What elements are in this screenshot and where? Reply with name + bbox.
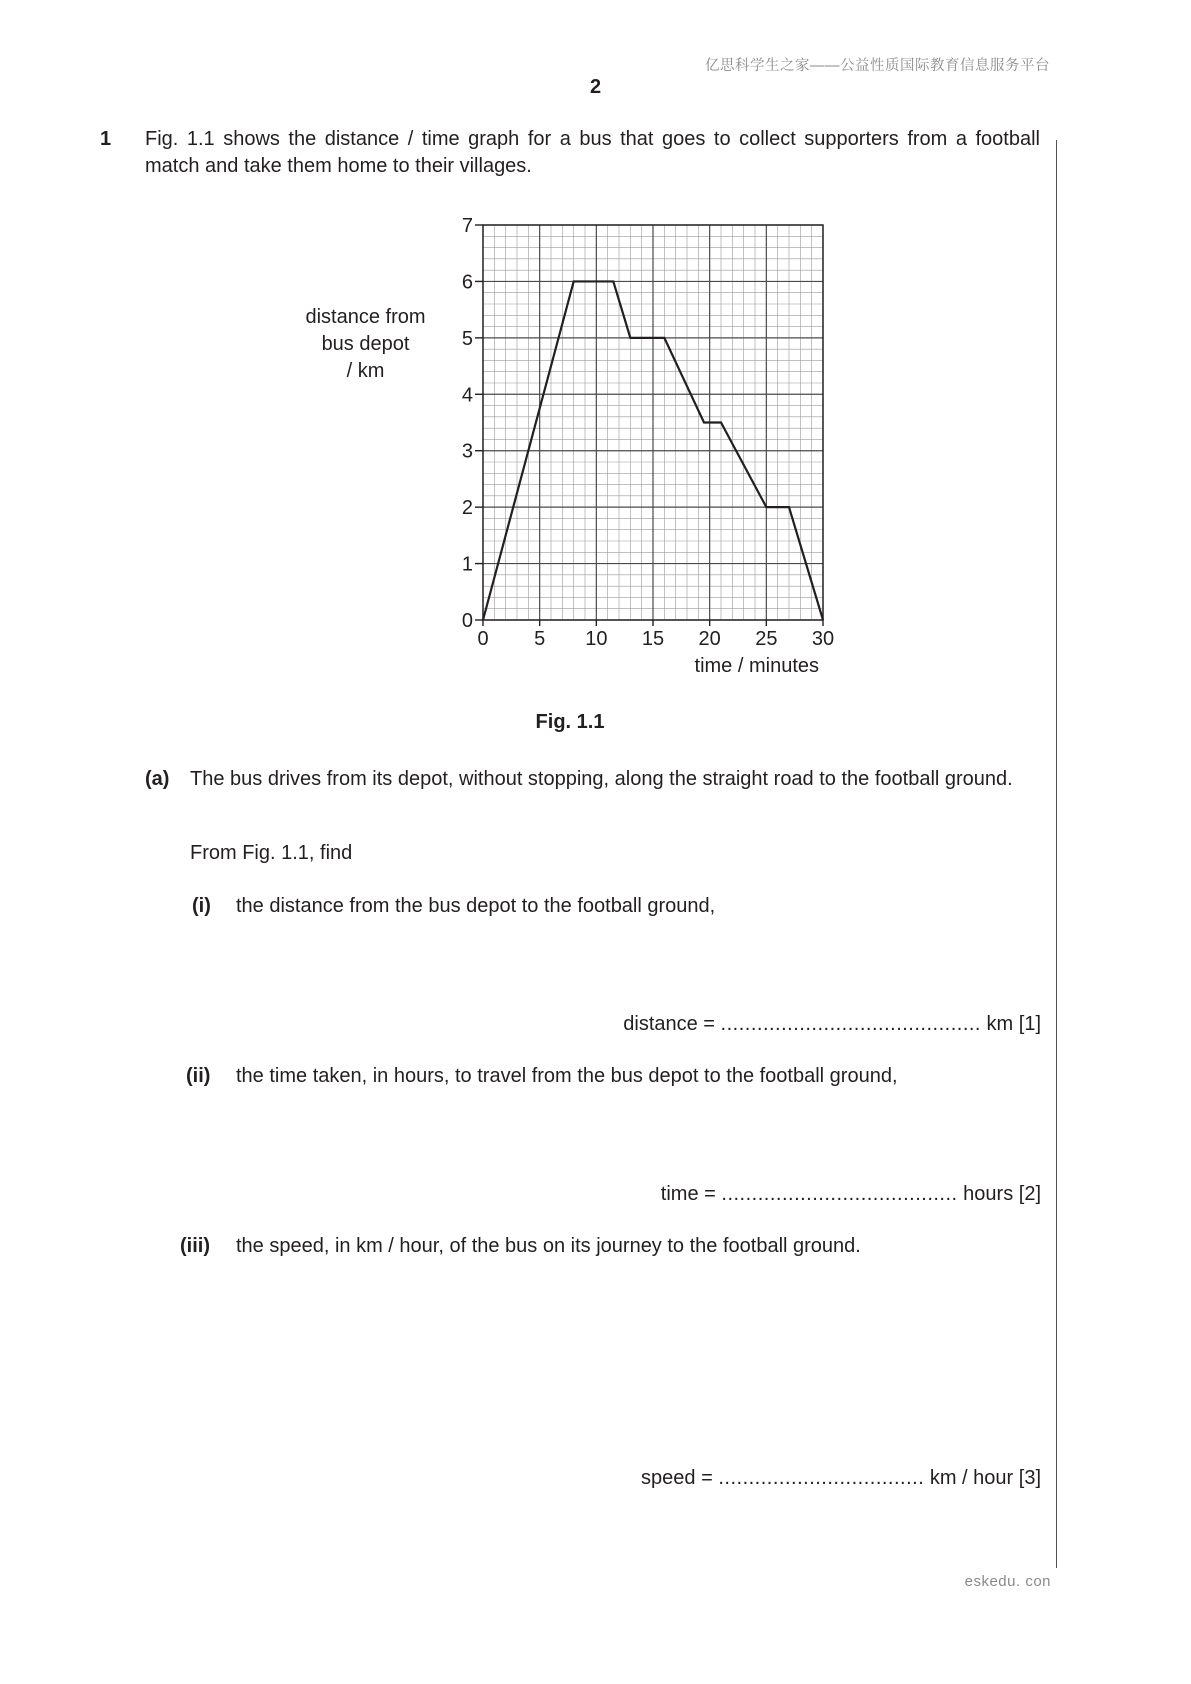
y-axis-label-line: bus depot [321,333,410,355]
x-tick-label: 25 [755,628,778,650]
subpart-ii-label: (ii) [186,1065,211,1087]
answer-prefix: distance = [623,1013,715,1035]
answer-prefix: time = [660,1183,716,1205]
question-number: 1 [100,128,112,150]
answer-line-time [661,1183,1041,1206]
distance-time-graph [430,205,850,675]
part-a-prompt: From Fig. 1.1, find [190,842,353,864]
y-tick-label: 6 [461,271,473,294]
subpart-iii-label: (iii) [180,1235,210,1257]
y-axis-label-line: / km [346,360,385,382]
y-tick-label: 7 [461,215,473,237]
answer-suffix: hours [2] [963,1183,1041,1205]
x-axis-label: time / minutes [694,655,819,675]
header-site-text: 亿思科学生之家——公益性质国际教育信息服务平台 [705,58,1050,74]
margin-rule [1056,140,1057,1568]
answer-blank[interactable]: ........................................... [720,1013,981,1035]
answer-suffix: km [1] [986,1013,1041,1035]
x-tick-label: 10 [585,628,608,650]
y-tick-label: 2 [461,497,473,520]
y-tick-label: 1 [461,553,473,576]
part-a-text: The bus drives from its depot, without stopping, along the straight road to the football ground. [190,768,1013,790]
x-tick-label: 20 [698,628,721,650]
y-tick-label: 3 [461,440,473,463]
x-tick-label: 0 [477,628,489,650]
answer-line-distance [623,1013,1041,1036]
x-tick-label: 30 [811,628,835,650]
figure-caption: Fig. 1.1 [535,711,605,733]
y-tick-label: 0 [461,610,473,632]
subpart-i-text: the distance from the bus depot to the football ground, [236,895,716,917]
subpart-i-label: (i) [192,895,211,917]
page-number: 2 [589,76,602,98]
answer-line-speed [641,1467,1041,1490]
x-tick-label: 5 [534,628,546,650]
axis-ticks [475,225,823,626]
answer-blank[interactable]: ....................................... [721,1183,958,1205]
answer-suffix: km / hour [3] [929,1467,1041,1489]
axis-tick-labels [462,215,834,650]
x-tick-label: 15 [641,628,665,650]
answer-prefix: speed = [641,1467,713,1489]
subpart-iii-text: the speed, in km / hour, of the bus on its journey to the football ground. [236,1235,861,1257]
subpart-ii-text: the time taken, in hours, to travel from the bus depot to the football ground, [236,1065,898,1087]
y-tick-label: 4 [461,384,473,407]
part-a-label: (a) [145,768,170,790]
footer-site-text: eskedu. con [964,1573,1051,1590]
question-intro: Fig. 1.1 shows the distance / time graph for a bus that goes to collect supporters from a football match and take them home to their villages. [145,128,1040,177]
grid-major [483,225,823,620]
y-axis-label [288,304,443,385]
y-tick-label: 5 [461,327,473,350]
y-axis-label-line: distance from [305,306,426,328]
answer-blank[interactable]: .................................. [718,1467,925,1489]
